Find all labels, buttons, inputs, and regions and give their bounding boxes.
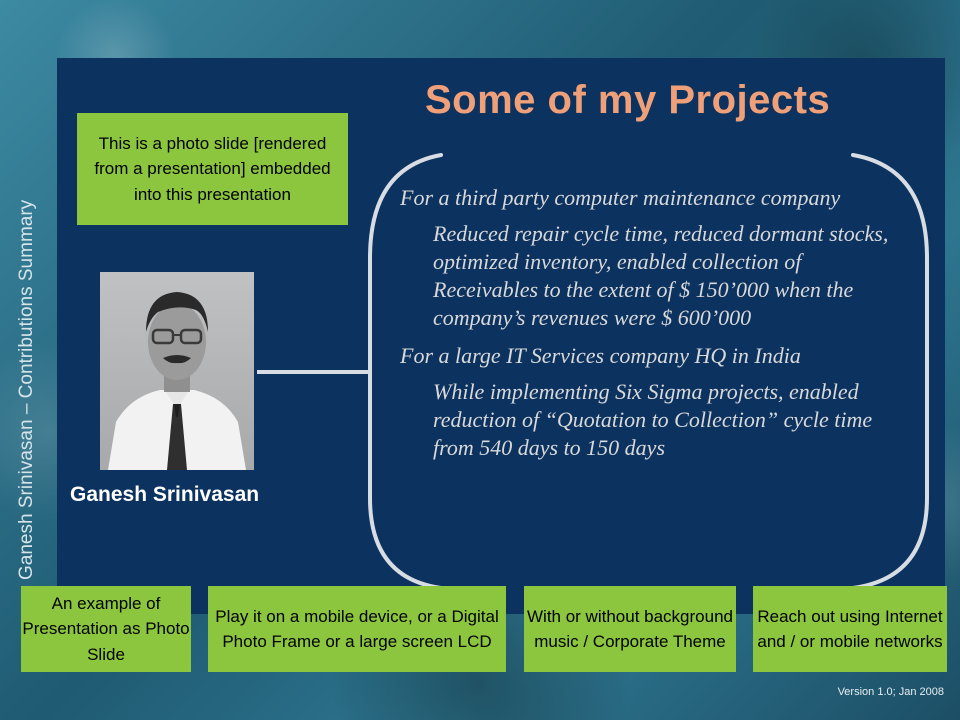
project-heading: For a large IT Services company HQ in India — [400, 343, 801, 368]
caption-music-theme: With or without background music / Corporate Theme — [524, 586, 736, 672]
project-detail: While implementing Six Sigma projects, enabled reduction of “Quotation to Collection” cycle time from 540 days to 150 days — [433, 379, 873, 460]
project-list — [400, 184, 900, 472]
person-name: Ganesh Srinivasan — [70, 483, 260, 506]
photo-slide-note: This is a photo slide [rendered from a presentation] embedded into this presentation — [77, 113, 348, 225]
slide-title: Some of my Projects — [425, 78, 831, 122]
version-label: Version 1.0; Jan 2008 — [837, 686, 944, 698]
project-heading: For a third party computer maintenance company — [400, 185, 841, 210]
side-title: Ganesh Srinivasan – Contributions Summary — [16, 199, 37, 580]
caption-playback-devices: Play it on a mobile device, or a Digital Photo Frame or a large screen LCD — [208, 586, 506, 672]
project-detail: Reduced repair cycle time, reduced dormant stocks, optimized inventory, enabled collection of Receivables to the extent of $ 150’000 when the company’s revenues were $ 600’000 — [433, 221, 889, 330]
caption-networks: Reach out using Internet and / or mobile networks — [753, 586, 947, 672]
person-photo — [100, 272, 254, 470]
caption-presentation-as-photo: An example of Presentation as Photo Slide — [21, 586, 191, 672]
